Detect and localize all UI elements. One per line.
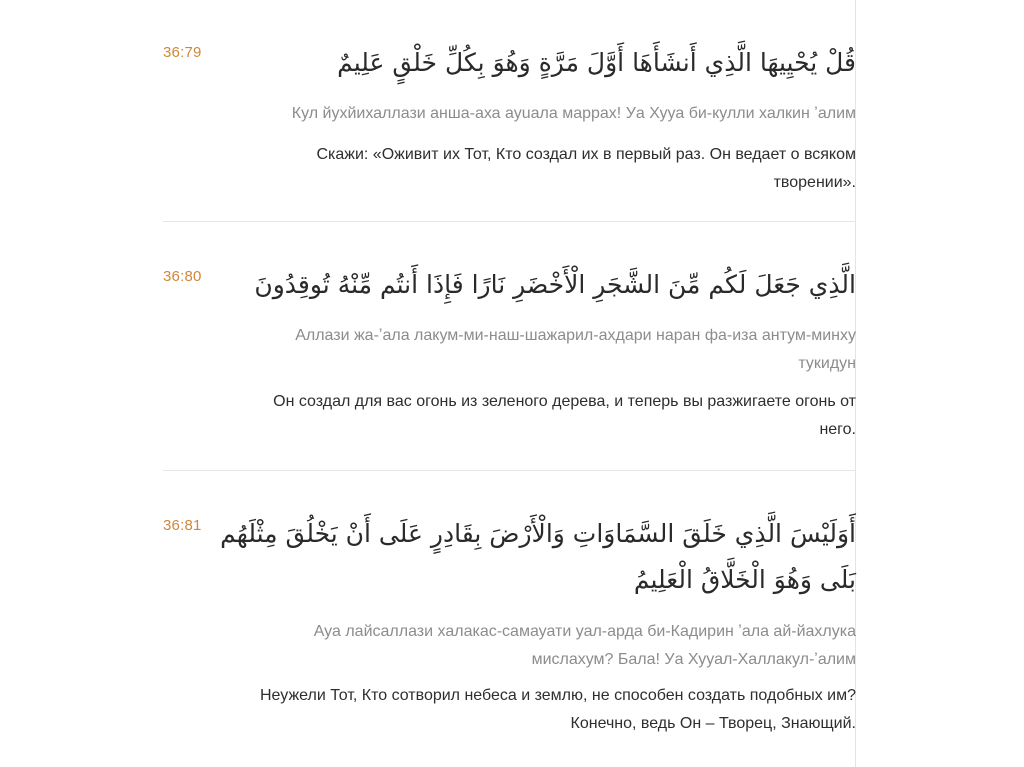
transliteration-line: Аллази жа-ʼала лакум-ми-наш-шажарил-ахдари наран фа-иза антум-минху xyxy=(295,327,856,344)
verse-number[interactable]: 36:81 xyxy=(163,517,202,534)
translation-text xyxy=(260,682,856,738)
verse-block-36-80 xyxy=(163,222,856,470)
translation-line: Он создал для вас огонь из зеленого дерева, и теперь вы разжигаете огонь от xyxy=(273,393,856,410)
translation-line: творении». xyxy=(773,174,856,191)
arabic-line: بَلَى وَهُوَ الْخَلَّاقُ الْعَلِيمُ xyxy=(633,565,856,594)
translation-text xyxy=(316,141,856,197)
arabic-text xyxy=(337,40,856,86)
arabic-line: أَوَلَيْسَ الَّذِي خَلَقَ السَّمَاوَاتِ وَالْأَرْضَ بِقَادِرٍ عَلَى أَنْ يَخْلُقَ مِثْلَهُم xyxy=(220,519,856,548)
arabic-text xyxy=(254,262,856,308)
transliteration-text xyxy=(292,100,856,128)
transliteration-line: тукидун xyxy=(798,355,856,372)
transliteration-text xyxy=(295,322,856,378)
verse-block-36-81 xyxy=(163,471,856,767)
translation-text xyxy=(273,388,856,444)
transliteration-line: Кул йухйихаллази анша-аха ауuала маррах! Уа Хууа би-кулли халкин ʼалим xyxy=(291,105,856,122)
transliteration-line: Ауа лайсаллази халакас-самауати уал-арда би-Кадирин ʼала ай-йахлука xyxy=(313,623,856,640)
translation-line: Конечно, ведь Он – Творец, Знающий. xyxy=(570,715,856,732)
verse-number[interactable]: 36:79 xyxy=(163,44,202,61)
translation-line: Скажи: «Оживит их Тот, Кто создал их в первый раз. Он ведает о всяком xyxy=(316,146,856,163)
translation-line: него. xyxy=(819,421,856,438)
arabic-line: قُلْ يُحْيِيهَا الَّذِي أَنشَأَهَا أَوَّلَ مَرَّةٍ وَهُوَ بِكُلِّ خَلْقٍ عَلِيمٌ xyxy=(337,48,856,77)
transliteration-text xyxy=(314,618,856,674)
translation-line: Неужели Тот, Кто сотворил небеса и землю, не способен создать подобных им? xyxy=(260,687,856,704)
verse-number[interactable]: 36:80 xyxy=(163,268,202,285)
verse-block-36-79 xyxy=(163,0,856,220)
transliteration-line: мислахум? Бала! Уа Хууал-Халлакул-ʼалим xyxy=(531,651,856,668)
arabic-text xyxy=(220,511,856,603)
arabic-line: الَّذِي جَعَلَ لَكُم مِّنَ الشَّجَرِ الْأَخْضَرِ نَارًا فَإِذَا أَنتُم مِّنْهُ تُوقِدُونَ xyxy=(254,270,856,299)
